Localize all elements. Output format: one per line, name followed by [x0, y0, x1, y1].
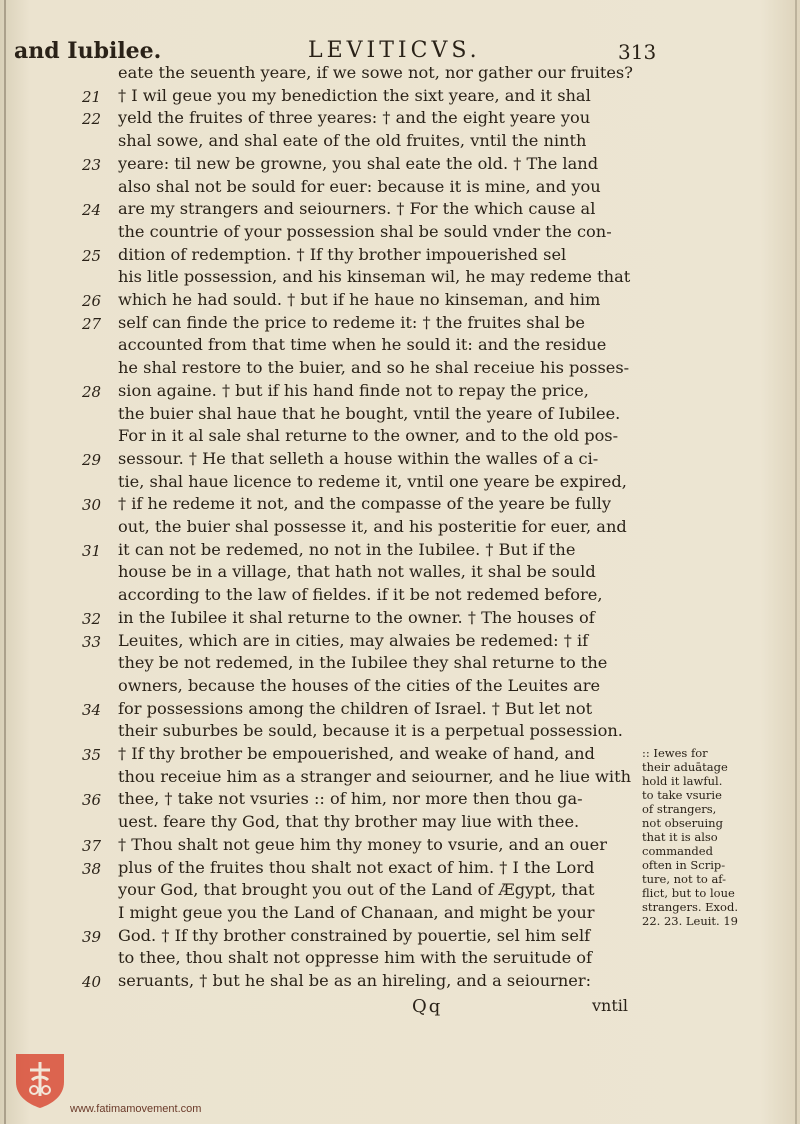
text-line: [0, 312, 800, 335]
line-text: † Thou shalt not geue him thy money to vsurie, and an ouer: [118, 834, 607, 854]
verse-number: 36: [82, 791, 102, 810]
text-line: [0, 221, 800, 244]
text-line: [0, 698, 800, 721]
text-line: [0, 107, 800, 130]
text-line: [0, 266, 800, 289]
verse-number: 39: [82, 927, 102, 946]
text-line: [0, 652, 800, 675]
text-line: [0, 970, 800, 993]
margin-note-line: hold it lawful.: [642, 774, 723, 788]
line-text: thou receiue him as a stranger and seiourner, and he liue with: [118, 766, 632, 786]
line-text: according to the law of fieldes. if it be not redemed before,: [118, 585, 603, 605]
text-line: [0, 630, 800, 653]
header-book-title: LEVITICVS.: [308, 38, 481, 63]
line-text: † I wil geue you my benediction the sixt yeare, and it shal: [118, 85, 591, 105]
catchword: vntil: [592, 996, 629, 1015]
footer-url-link[interactable]: www.fatimamovement.com: [70, 1103, 202, 1115]
page-number: 313: [618, 40, 657, 64]
line-text: I might geue you the Land of Chanaan, and might be your: [118, 902, 595, 922]
line-text: also shal not be sould for euer: because it is mine, and you: [118, 176, 601, 196]
text-line: [0, 176, 800, 199]
margin-note-line: flict, but to loue: [642, 886, 735, 900]
text-line: [0, 244, 800, 267]
line-text: shal sowe, and shal eate of the old fruites, vntil the ninth: [118, 131, 587, 151]
line-text: which he had sould. † but if he haue no kinseman, and him: [118, 290, 601, 309]
margin-note-line: that it is also: [642, 830, 718, 844]
margin-note-line: not obseruing: [642, 816, 723, 830]
margin-notes: [642, 746, 760, 928]
line-text: to thee, thou shalt not oppresse him with the seruitude of: [118, 948, 593, 968]
margin-note-line: their aduātage: [642, 760, 728, 774]
verse-number: 32: [82, 609, 102, 628]
line-text: God. † If thy brother constrained by pouertie, sel him self: [118, 925, 591, 945]
text-line: [0, 584, 800, 607]
margin-note-line: :: Iewes for: [642, 746, 708, 760]
verse-number: 28: [82, 382, 102, 401]
line-text: the countrie of your possession shal be sould vnder the con-: [118, 221, 612, 241]
margin-note-line: strangers. Exod.: [642, 900, 738, 914]
line-text: dition of redemption. † If thy brother impouerished sel: [118, 244, 567, 264]
text-line: [0, 289, 800, 312]
text-line: [0, 448, 800, 471]
text-line: [0, 334, 800, 357]
line-text: thee, † take not vsuries :: of him, nor more then thou ga-: [118, 789, 583, 809]
header-left-title: and Iubilee.: [14, 38, 162, 64]
text-line: [0, 85, 800, 108]
verse-number: 34: [82, 700, 102, 719]
text-line: [0, 471, 800, 494]
line-text: self can finde the price to redeme it: † the fruites shal be: [118, 312, 585, 332]
line-text: accounted from that time when he sould it: and the residue: [118, 335, 607, 355]
text-line: [0, 607, 800, 630]
verse-number: 26: [82, 292, 102, 310]
text-line: [0, 539, 800, 562]
text-line: [0, 947, 800, 970]
text-line: [0, 130, 800, 153]
line-text: For in it al sale shal returne to the owner, and to the old pos-: [118, 426, 619, 446]
line-text: eate the seuenth yeare, if we sowe not, nor gather our fruites?: [118, 63, 633, 82]
line-text: his litle possession, and his kinseman wil, he may redeme that: [118, 267, 631, 287]
verse-number: 24: [82, 201, 102, 220]
text-line: [0, 403, 800, 426]
line-text: uest. feare thy God, that thy brother may liue with thee.: [118, 812, 580, 832]
text-line: [0, 198, 800, 221]
line-text: yeare: til new be growne, you shal eate the old. † The land: [118, 153, 599, 173]
verse-number: 27: [82, 314, 102, 333]
text-line: [0, 62, 800, 85]
line-text: they be not redemed, in the Iubilee they shal returne to the: [118, 653, 608, 673]
margin-note-line: of strangers,: [642, 802, 717, 816]
line-text: your God, that brought you out of the Land of Ægypt, that: [118, 880, 595, 900]
line-text: are my strangers and seiourners. † For the which cause al: [118, 199, 596, 219]
text-line: [0, 153, 800, 176]
verse-number: 37: [82, 836, 102, 855]
text-line: [0, 493, 800, 516]
verse-number: 21: [82, 87, 102, 106]
margin-note-line: 22. 23. Leuit. 19: [642, 914, 738, 928]
text-line: [0, 561, 800, 584]
line-text: yeld the fruites of three yeares: † and the eight yeare you: [118, 108, 591, 128]
verse-number: 29: [82, 450, 102, 469]
line-text: sion againe. † but if his hand finde not to repay the price,: [118, 380, 589, 400]
verse-number: 35: [82, 746, 102, 764]
verse-number: 31: [82, 541, 102, 560]
verse-number: 23: [82, 155, 102, 174]
verse-number: 22: [82, 110, 102, 129]
line-text: plus of the fruites thou shalt not exact of him. † I the Lord: [118, 857, 595, 877]
line-text: Leuites, which are in cities, may alwaies be redemed: † if: [118, 630, 589, 650]
line-text: in the Iubilee it shal returne to the owner. † The houses of: [118, 607, 595, 627]
line-text: house be in a village, that hath not walles, it shal be sould: [118, 562, 596, 582]
text-line: [0, 357, 800, 380]
line-text: the buier shal haue that he bought, vntil the yeare of Iubilee.: [118, 403, 621, 423]
line-text: sessour. † He that selleth a house within the walles of a ci-: [118, 448, 599, 468]
margin-note-line: to take vsurie: [642, 788, 722, 802]
margin-note-line: often in Scrip-: [642, 858, 726, 872]
text-line: [0, 720, 800, 743]
text-line: [0, 380, 800, 403]
line-text: seruants, † but he shal be as an hireling, and a seiourner:: [118, 971, 592, 990]
line-text: owners, because the houses of the cities of the Leuites are: [118, 675, 601, 695]
margin-note-line: commanded: [642, 844, 713, 858]
verse-number: 30: [82, 496, 102, 515]
verse-number: 33: [82, 632, 102, 651]
verse-number: 40: [82, 973, 102, 991]
text-line: [0, 675, 800, 698]
line-text: † If thy brother be empouerished, and weake of hand, and: [118, 744, 595, 763]
text-line: [0, 925, 800, 948]
line-text: tie, shal haue licence to redeme it, vntil one yeare be expired,: [118, 471, 627, 491]
line-text: for possessions among the children of Israel. † But let not: [118, 698, 593, 718]
verse-number: 38: [82, 859, 102, 878]
margin-note-line: ture, not to af-: [642, 872, 727, 886]
text-line: [0, 425, 800, 448]
signature-mark: Qq: [412, 996, 443, 1017]
line-text: † if he redeme it not, and the compasse of the yeare be fully: [118, 494, 611, 514]
text-line: [0, 516, 800, 539]
line-text: their suburbes be sould, because it is a perpetual possession.: [118, 721, 623, 741]
line-text: out, the buier shal possesse it, and his posteritie for euer, and: [118, 517, 627, 536]
line-text: he shal restore to the buier, and so he shal receiue his posses-: [118, 358, 630, 378]
shield-logo-icon: [12, 1050, 68, 1110]
line-text: it can not be redemed, no not in the Iubilee. † But if the: [118, 539, 576, 559]
verse-number: 25: [82, 246, 102, 265]
